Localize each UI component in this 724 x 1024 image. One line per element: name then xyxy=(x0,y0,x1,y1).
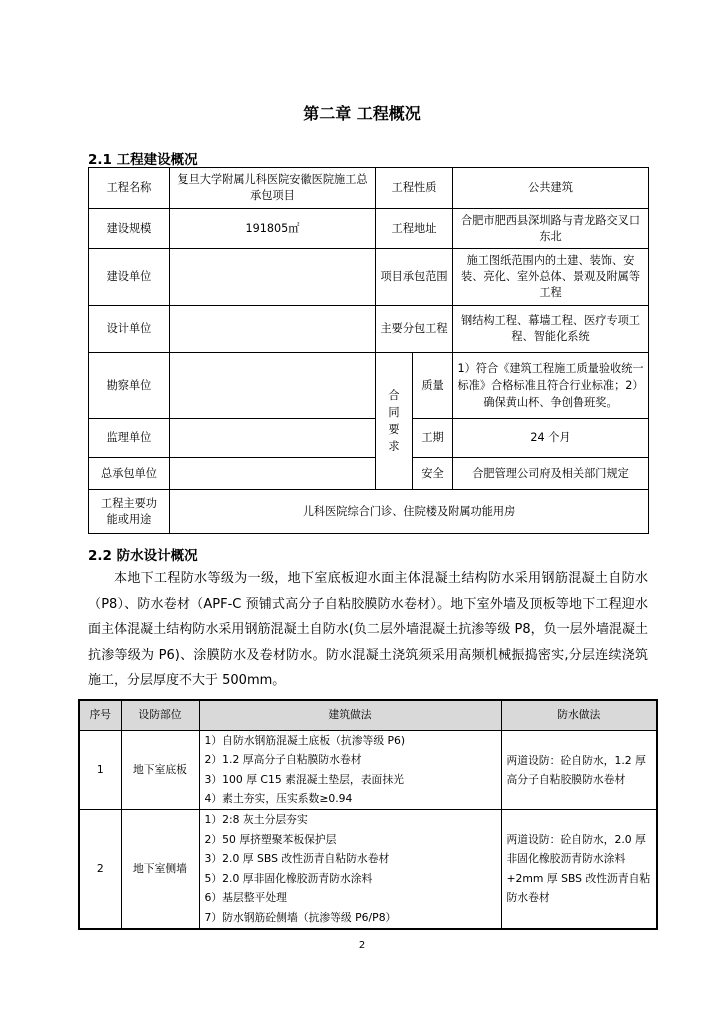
designer-value xyxy=(170,306,376,353)
header-waterproof: 防水做法 xyxy=(501,700,657,730)
method-line: 6）基层整平处理 xyxy=(204,891,287,905)
table-row xyxy=(79,809,657,929)
project-name-value: 复旦大学附属儿科医院安徽医院施工总承包项目 xyxy=(170,168,376,209)
project-overview-table xyxy=(88,167,649,534)
method-line: 1）自防水钢筋混凝土底板（抗渗等级 P6) xyxy=(204,733,406,747)
supervisor-label: 监理单位 xyxy=(89,419,170,458)
row-no: 1 xyxy=(79,730,121,809)
supervisor-value xyxy=(170,419,376,458)
gc-label: 总承包单位 xyxy=(89,458,170,490)
method-line: 3）100 厚 C15 素混凝土垫层，表面抹光 xyxy=(204,772,404,786)
designer-label: 设计单位 xyxy=(89,306,170,353)
method-line: 2）1.2 厚高分子自粘膜防水卷材 xyxy=(204,753,362,766)
scale-label: 建设规模 xyxy=(89,209,170,249)
section-2-2-heading: 2.2 防水设计概况 xyxy=(88,548,198,564)
header-no: 序号 xyxy=(79,700,121,730)
row-waterproof: 两道设防：砼自防水，1.2 厚高分子自粘胶膜防水卷材 xyxy=(501,730,657,809)
safety-label: 安全 xyxy=(413,458,453,490)
usage-value: 儿科医院综合门诊、住院楼及附属功能用房 xyxy=(170,490,649,534)
subproj-value: 钢结构工程、幕墙工程、医疗专项工程、智能化系统 xyxy=(453,306,649,353)
row-part: 地下室底板 xyxy=(121,730,199,809)
builder-value xyxy=(170,249,376,306)
safety-value: 合肥管理公司府及相关部门规定 xyxy=(453,458,649,490)
row-waterproof: 两道设防：砼自防水，2.0 厚非固化橡胶沥青防水涂料+2mm 厚 SBS 改性沥青自粘防水卷材 xyxy=(501,809,657,929)
survey-label: 勘察单位 xyxy=(89,353,170,419)
section-2-1-heading: 2.1 工程建设概况 xyxy=(88,152,198,168)
header-method: 建筑做法 xyxy=(199,700,501,730)
address-value: 合肥市肥西县深圳路与青龙路交叉口东北 xyxy=(453,209,649,249)
chapter-title: 第二章 工程概况 xyxy=(303,104,421,123)
period-label: 工期 xyxy=(413,419,453,458)
period-value: 24 个月 xyxy=(453,419,649,458)
nature-label: 工程性质 xyxy=(376,168,453,209)
row-method xyxy=(199,809,501,929)
survey-value xyxy=(170,353,376,419)
quality-label: 质量 xyxy=(413,353,453,419)
row-part: 地下室侧墙 xyxy=(121,809,199,929)
method-line: 3）2.0 厚 SBS 改性沥青自粘防水卷材 xyxy=(204,852,390,866)
quality-value: 1）符合《建筑工程施工质量验收统一标准》合格标准且符合行业标准；2）确保黄山杯、争创鲁班奖。 xyxy=(453,353,649,419)
address-label: 工程地址 xyxy=(376,209,453,249)
method-line: 1）2:8 灰土分层夯实 xyxy=(204,813,308,827)
gc-value xyxy=(170,458,376,490)
table-row xyxy=(79,730,657,809)
method-line: 2）50 厚挤塑聚苯板保护层 xyxy=(204,832,337,846)
scale-value: 191805㎡ xyxy=(170,209,376,249)
subproj-label: 主要分包工程 xyxy=(376,306,453,353)
waterproof-paragraph xyxy=(88,566,648,694)
builder-label: 建设单位 xyxy=(89,249,170,306)
project-name-label: 工程名称 xyxy=(89,168,170,209)
contract-label: 合同要求 xyxy=(376,353,413,490)
method-line: 4）素土夯实，压实系数≥0.94 xyxy=(204,792,353,805)
usage-label: 工程主要功能或用途 xyxy=(89,490,170,534)
scope-value: 施工图纸范围内的土建、装饰、安装、亮化、室外总体、景观及附属等工程 xyxy=(453,249,649,306)
method-line: 7）防水钢筋砼侧墙（抗渗等级 P6/P8） xyxy=(204,910,397,924)
waterproof-table xyxy=(78,699,658,930)
scope-label: 项目承包范围 xyxy=(376,249,453,306)
row-no: 2 xyxy=(79,809,121,929)
paragraph-text: 本地下工程防水等级为一级，地下室底板迎水面主体混凝土结构防水采用钢筋混凝土自防水（P8）、防水卷材（APF-C 预铺式高分子自粘胶膜防水卷材）。地下室外墙及顶板等地下工程迎水面主体混凝土结构防水采用钢筋混凝土自防水(负二层外墙混凝土抗渗等级 P8，负一层外墙混凝土抗渗等级为 P6)、涂膜防水及卷材防水。防水混凝土浇筑须采用高频机械振捣密实,分层连续浇筑施工，分层厚度不大于 500mm。 xyxy=(88,571,648,688)
method-line: 5）2.0 厚非固化橡胶沥青防水涂料 xyxy=(204,871,373,885)
header-part: 设防部位 xyxy=(121,700,199,730)
page-number: 2 xyxy=(358,940,366,951)
nature-value: 公共建筑 xyxy=(453,168,649,209)
row-method xyxy=(199,730,501,809)
